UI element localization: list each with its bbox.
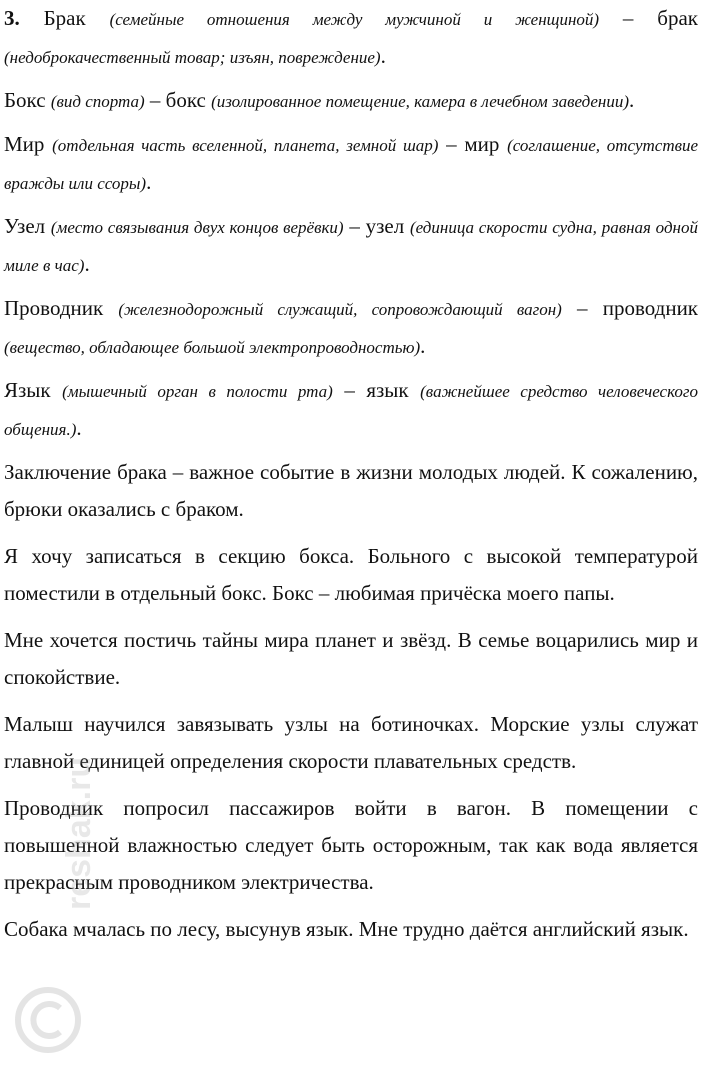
pair-definition-2: (изолированное помещение, камера в лечебном заведении) — [211, 92, 630, 111]
pair-dash: – — [446, 132, 457, 156]
pair-item — [4, 290, 698, 366]
example-sentences — [4, 454, 698, 948]
pair-item — [4, 0, 698, 76]
pair-definition-1: (семейные отношения между мужчиной и женщиной) — [109, 10, 600, 29]
pair-word-2: язык — [366, 378, 409, 402]
pair-item — [4, 372, 698, 448]
sentence-paragraph: Проводник попросил пассажиров войти в вагон. В помещении с повышенной влажностью следует быть осторожным, так как вода является прекрасным проводником электричества. — [4, 796, 698, 894]
sentence-paragraph: Собака мчалась по лесу, высунув язык. Мне трудно даётся английский язык. — [4, 917, 689, 941]
sentence-paragraph: Мне хочется постичь тайны мира планет и звёзд. В семье воцарились мир и спокойствие. — [4, 628, 698, 689]
pair-definition-1: (мышечный орган в полости рта) — [62, 382, 333, 401]
pair-definition-2: (соглашение, отсутствие вражды или ссоры) — [4, 136, 699, 193]
pair-item — [4, 126, 698, 202]
homonym-pairs — [4, 0, 698, 448]
watermark-text: reshak.ru — [60, 756, 98, 910]
pair-word-1: Узел — [4, 214, 46, 238]
pair-dash: – — [622, 6, 634, 30]
pair-end: . — [629, 88, 635, 112]
task-number: 3. — [4, 6, 20, 30]
sentence-paragraph: Малыш научился завязывать узлы на ботиночках. Морские узлы служат главной единицей определения скорости плавательных средств. — [4, 712, 698, 773]
pair-definition-1: (место связывания двух концов верёвки) — [50, 218, 344, 237]
pair-word-1: Мир — [4, 132, 45, 156]
pair-definition-2: (единица скорости судна, равная одной миле в час) — [4, 218, 698, 275]
pair-word-1: Бокс — [4, 88, 46, 112]
pair-dash: – — [349, 214, 360, 238]
pair-word-2: мир — [464, 132, 500, 156]
pair-dash: – — [344, 378, 355, 402]
sentence-paragraph: Я хочу записаться в секцию бокса. Больного с высокой температурой поместили в отдельный бокс. Бокс – любимая причёска моего папы. — [4, 544, 698, 605]
pair-end: . — [76, 416, 82, 440]
pair-word-1: Брак — [43, 6, 86, 30]
pair-definition-2: (вещество, обладающее большой электропроводностью) — [4, 338, 421, 357]
pair-definition-1: (железнодорожный служащий, сопровождающий вагон) — [118, 300, 562, 319]
pair-word-2: узел — [365, 214, 405, 238]
pair-dash: – — [149, 88, 161, 112]
pair-definition-2: (недоброкачественный товар; изъян, повреждение) — [4, 48, 381, 67]
pair-dash: – — [577, 296, 588, 320]
pair-word-2: бокс — [165, 88, 206, 112]
pair-definition-2: (важнейшее средство человеческого общения.) — [4, 382, 699, 439]
pair-end: . — [84, 252, 90, 276]
pair-end: . — [420, 334, 426, 358]
pair-word-1: Язык — [4, 378, 51, 402]
document-page — [4, 0, 698, 958]
pair-end: . — [146, 170, 152, 194]
pair-word-2: проводник — [602, 296, 699, 320]
pair-definition-1: (отдельная часть вселенной, планета, земной шар) — [52, 136, 439, 155]
pair-end: . — [380, 44, 386, 68]
pair-item — [4, 82, 698, 120]
pair-word-1: Проводник — [4, 296, 104, 320]
sentence-paragraph: Заключение брака – важное событие в жизни молодых людей. К сожалению, брюки оказались с браком. — [4, 460, 698, 521]
pair-word-2: брак — [657, 6, 698, 30]
pair-item — [4, 208, 698, 284]
pair-definition-1: (вид спорта) — [50, 92, 145, 111]
